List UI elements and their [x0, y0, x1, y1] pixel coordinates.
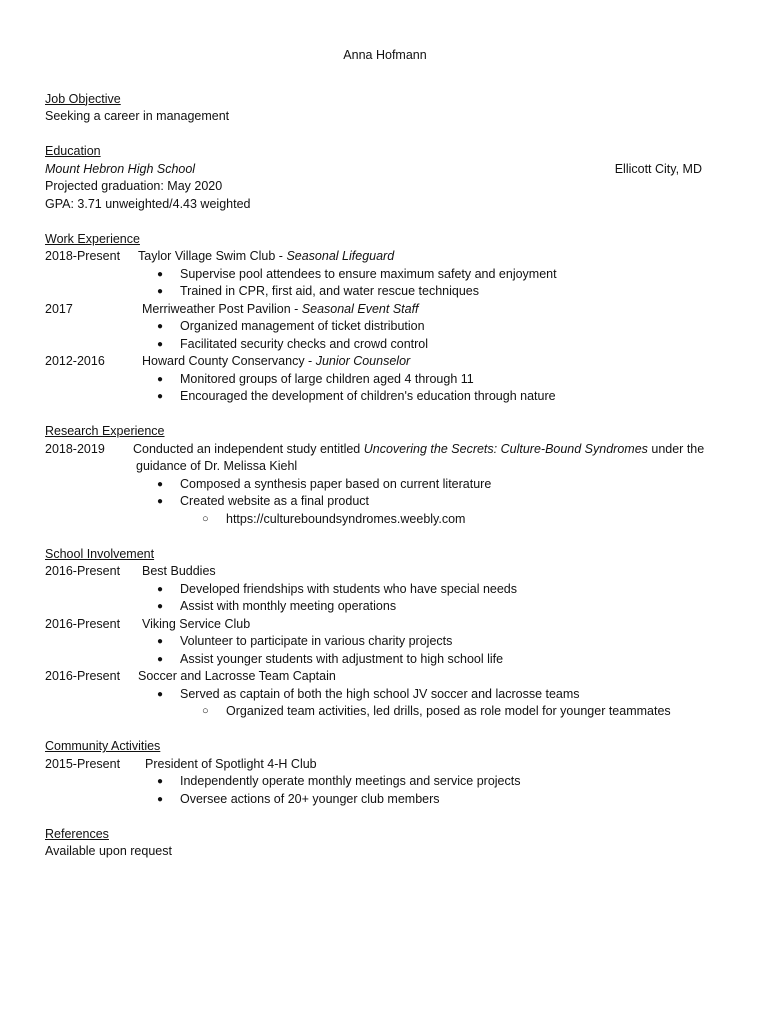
work-section [45, 231, 725, 406]
list-item: ● Assist younger students with adjustment to high school life [45, 651, 725, 669]
education-school-row [45, 161, 725, 179]
references-heading: References [45, 826, 109, 841]
entry-date: 2016-Present [45, 616, 121, 631]
list-item: ● Developed friendships with students who have special needs [45, 581, 725, 599]
list-item: ● Volunteer to participate in various charity projects [45, 633, 725, 651]
resume-page [45, 47, 725, 878]
entry-title [45, 248, 725, 266]
references-text: Available upon request [45, 844, 172, 858]
school-name: Mount Hebron High School [45, 161, 196, 176]
website-link[interactable]: ○ https://cultureboundsyndromes.weebly.com [45, 511, 725, 529]
work-entry-row [45, 301, 725, 319]
entry-title [45, 353, 725, 371]
work-heading: Work Experience [45, 231, 140, 246]
entry-role: Seasonal Lifeguard [286, 249, 395, 263]
list-item: ● Supervise pool attendees to ensure maximum safety and enjoyment [45, 266, 725, 284]
list-item: ● Monitored groups of large children aged 4 through 11 [45, 371, 725, 389]
education-heading: Education [45, 144, 101, 158]
entry-title [45, 301, 725, 319]
entry-date: 2016-Present [45, 564, 121, 578]
school-entry-row [45, 616, 725, 634]
list-item: ● Composed a synthesis paper based on current literature [45, 476, 725, 494]
list-item: ● Facilitated security checks and crowd control [45, 336, 725, 354]
research-heading: Research Experience [45, 424, 165, 438]
entry-org: Soccer and Lacrosse Team Captain [138, 669, 336, 683]
list-item: ● Assist with monthly meeting operations [45, 598, 725, 616]
research-entry-row [45, 441, 725, 459]
entry-date: 2015-Present [45, 756, 121, 771]
community-heading: Community Activities [45, 739, 161, 753]
entry-org: Taylor Village Swim Club [138, 249, 276, 263]
objective-section [45, 91, 725, 126]
education-section [45, 143, 725, 213]
list-item: ● Independently operate monthly meetings and service projects [45, 773, 725, 791]
entry-separator: - [304, 354, 316, 368]
list-item: ● Encouraged the development of children's education through nature [45, 388, 725, 406]
objective-text: Seeking a career in management [45, 109, 230, 123]
school-section [45, 546, 725, 721]
entry-date: 2012-2016 [45, 354, 105, 368]
list-item: ● Organized management of ticket distribution [45, 318, 725, 336]
community-section [45, 738, 725, 808]
entry-separator: - [290, 301, 302, 316]
entry-org: Viking Service Club [142, 616, 251, 631]
entry-org: Best Buddies [142, 564, 216, 578]
candidate-name: Anna Hofmann [343, 48, 427, 62]
entry-date: 2018-2019 [45, 441, 105, 456]
school-location: Ellicott City, MD [614, 161, 702, 176]
list-item: ● Created website as a final product [45, 493, 725, 511]
entry-date: 2018-Present [45, 249, 121, 263]
community-entry-row [45, 756, 725, 774]
school-heading: School Involvement [45, 546, 155, 561]
entry-separator: - [275, 249, 287, 263]
entry-date: 2017 [45, 301, 73, 316]
work-entry-row [45, 248, 725, 266]
objective-heading: Job Objective [45, 91, 121, 106]
entry-org: Merriweather Post Pavilion [142, 301, 291, 316]
sub-list-item: ○ Organized team activities, led drills, posed as role model for younger teammates [45, 703, 725, 721]
entry-title [45, 441, 725, 459]
research-line2: guidance of Dr. Melissa Kiehl [136, 459, 298, 473]
list-item: ● Served as captain of both the high school JV soccer and lacrosse teams [45, 686, 725, 704]
school-entry-row [45, 563, 725, 581]
entry-role: Junior Counselor [315, 354, 411, 368]
school-entry-row [45, 668, 725, 686]
research-tail: under the [647, 441, 705, 456]
research-title: Uncovering the Secrets: Culture-Bound Syndromes [363, 441, 648, 456]
work-entry-row [45, 353, 725, 371]
references-section [45, 826, 725, 861]
entry-org: Howard County Conservancy [142, 354, 305, 368]
gpa-text: GPA: 3.71 unweighted/4.43 weighted [45, 196, 251, 211]
graduation-text: Projected graduation: May 2020 [45, 179, 223, 193]
entry-role: Seasonal Event Staff [301, 301, 419, 316]
list-item: ● Trained in CPR, first aid, and water rescue techniques [45, 283, 725, 301]
entry-org: President of Spotlight 4-H Club [145, 756, 317, 771]
research-lead: Conducted an independent study entitled [133, 441, 364, 456]
list-item: ● Oversee actions of 20+ younger club members [45, 791, 725, 809]
entry-date: 2016-Present [45, 669, 121, 683]
research-section [45, 423, 725, 528]
